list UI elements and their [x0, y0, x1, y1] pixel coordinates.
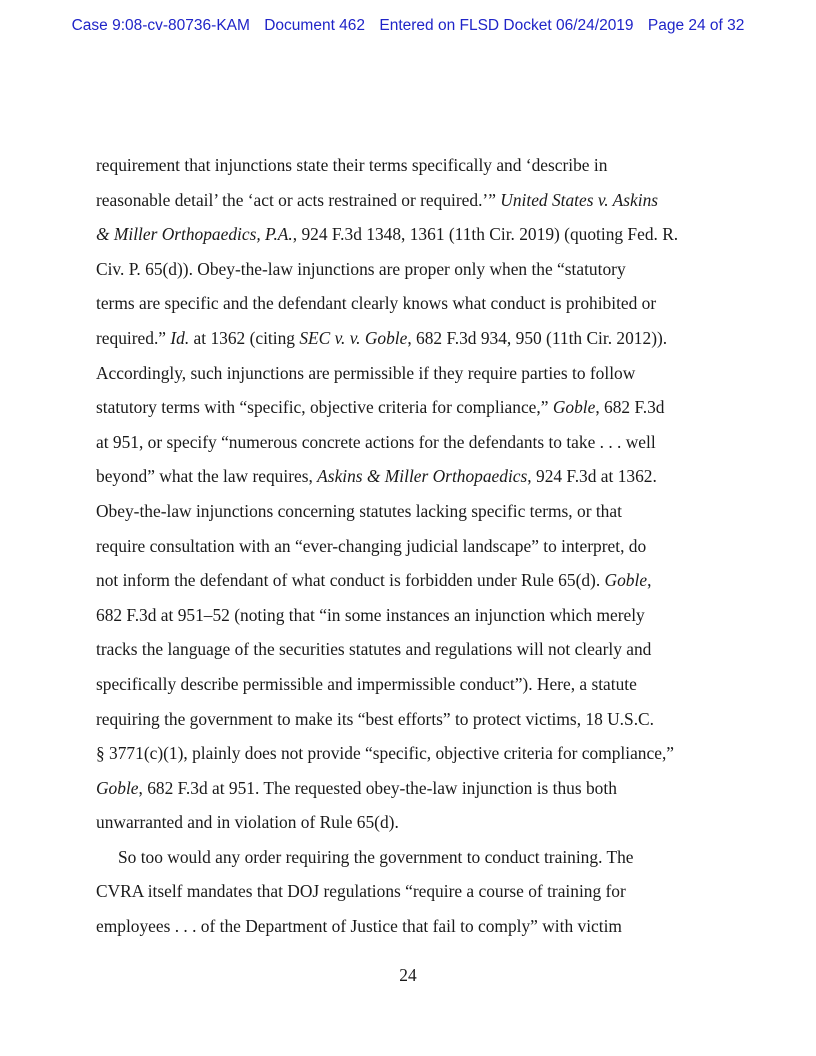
page-count: Page 24 of 32 [647, 17, 745, 34]
text-line [96, 252, 736, 287]
line-text: Obey-the-law injunctions concerning statutes lacking specific terms, or that [96, 500, 622, 521]
text-line [96, 667, 736, 702]
line-text: unwarranted and in violation of Rule 65(d). [96, 812, 399, 833]
citation-text: Goble [604, 570, 648, 591]
line-text: Civ. P. 65(d)). Obey-the-law injunctions are proper only when the “statutory [96, 258, 626, 279]
text-line [96, 598, 736, 633]
text-line [96, 356, 736, 391]
text-line [96, 217, 736, 252]
line-text: , 682 F.3d 934, 950 (11th Cir. 2012)). [407, 327, 668, 348]
page-number: 24 [399, 965, 417, 985]
citation-text: Askins & Miller Orthopaedics [317, 466, 528, 487]
citation-text: & Miller Orthopaedics, P.A. [96, 224, 293, 245]
line-text: , 682 F.3d [595, 397, 665, 418]
line-text: requirement that injunctions state their terms specifically and ‘describe in [96, 155, 608, 175]
line-text: CVRA itself mandates that DOJ regulations “require a course of training for [96, 881, 626, 902]
text-line [96, 840, 736, 875]
text-line [96, 702, 736, 737]
line-text: , 682 F.3d at 951. The requested obey-the-law injunction is thus both [138, 777, 617, 798]
line-text: at 951, or specify “numerous concrete actions for the defendants to take . . . well [96, 431, 656, 452]
case-number: Case 9:08-cv-80736-KAM [71, 17, 250, 34]
text-line [96, 771, 736, 806]
line-text: at 1362 (citing [189, 327, 300, 348]
text-line [96, 494, 736, 529]
text-line [96, 286, 736, 321]
text-line [96, 459, 736, 494]
line-text: requiring the government to make its “best efforts” to protect victims, 18 U.S.C. [96, 708, 654, 729]
citation-text: Goble [552, 397, 596, 418]
line-text: , 924 F.3d 1348, 1361 (11th Cir. 2019) (quoting Fed. R. [292, 224, 679, 245]
body-text [96, 148, 736, 944]
text-line [96, 321, 736, 356]
text-line [96, 425, 736, 460]
line-text: specifically describe permissible and impermissible conduct”). Here, a statute [96, 673, 637, 694]
line-text: not inform the defendant of what conduct is forbidden under Rule 65(d). [96, 570, 605, 591]
line-text: statutory terms with “specific, objective criteria for compliance,” [96, 397, 553, 418]
citation-text: SEC v. v. Goble [299, 327, 408, 348]
line-text: 682 F.3d at 951–52 (noting that “in some instances an injunction which merely [96, 604, 645, 625]
line-text: , 924 F.3d at 1362. [527, 466, 657, 487]
text-line [96, 148, 736, 183]
line-text: require consultation with an “ever-changing judicial landscape” to interpret, do [96, 535, 647, 556]
text-line [96, 563, 736, 598]
text-line [96, 390, 736, 425]
citation-text: United States v. Askins [500, 189, 659, 210]
citation-text: Goble [96, 777, 139, 798]
line-text: employees . . . of the Department of Justice that fail to comply” with victim [96, 916, 622, 937]
docket-entry: Entered on FLSD Docket 06/24/2019 [379, 17, 634, 34]
text-line [96, 909, 736, 944]
citation-text: Id. [170, 327, 190, 348]
line-text: reasonable detail’ the ‘act or acts restrained or required.’” [96, 189, 501, 210]
line-text: tracks the language of the securities statutes and regulations will not clearly and [96, 639, 652, 660]
document-number: Document 462 [264, 17, 366, 34]
text-line [96, 632, 736, 667]
text-line [96, 736, 736, 771]
line-text: § 3771(c)(1), plainly does not provide “specific, objective criteria for compliance,” [96, 743, 675, 764]
text-line [96, 805, 736, 840]
docket-header [0, 17, 816, 35]
line-text: , [647, 570, 652, 591]
text-line [96, 874, 736, 909]
line-text: required.” [96, 327, 171, 348]
text-line [96, 183, 736, 218]
line-text: Accordingly, such injunctions are permissible if they require parties to follow [96, 362, 636, 383]
text-line [96, 529, 736, 564]
line-text: terms are specific and the defendant clearly knows what conduct is prohibited or [96, 293, 657, 314]
line-text: So too would any order requiring the government to conduct training. The [118, 846, 634, 867]
line-text: beyond” what the law requires, [96, 466, 318, 487]
